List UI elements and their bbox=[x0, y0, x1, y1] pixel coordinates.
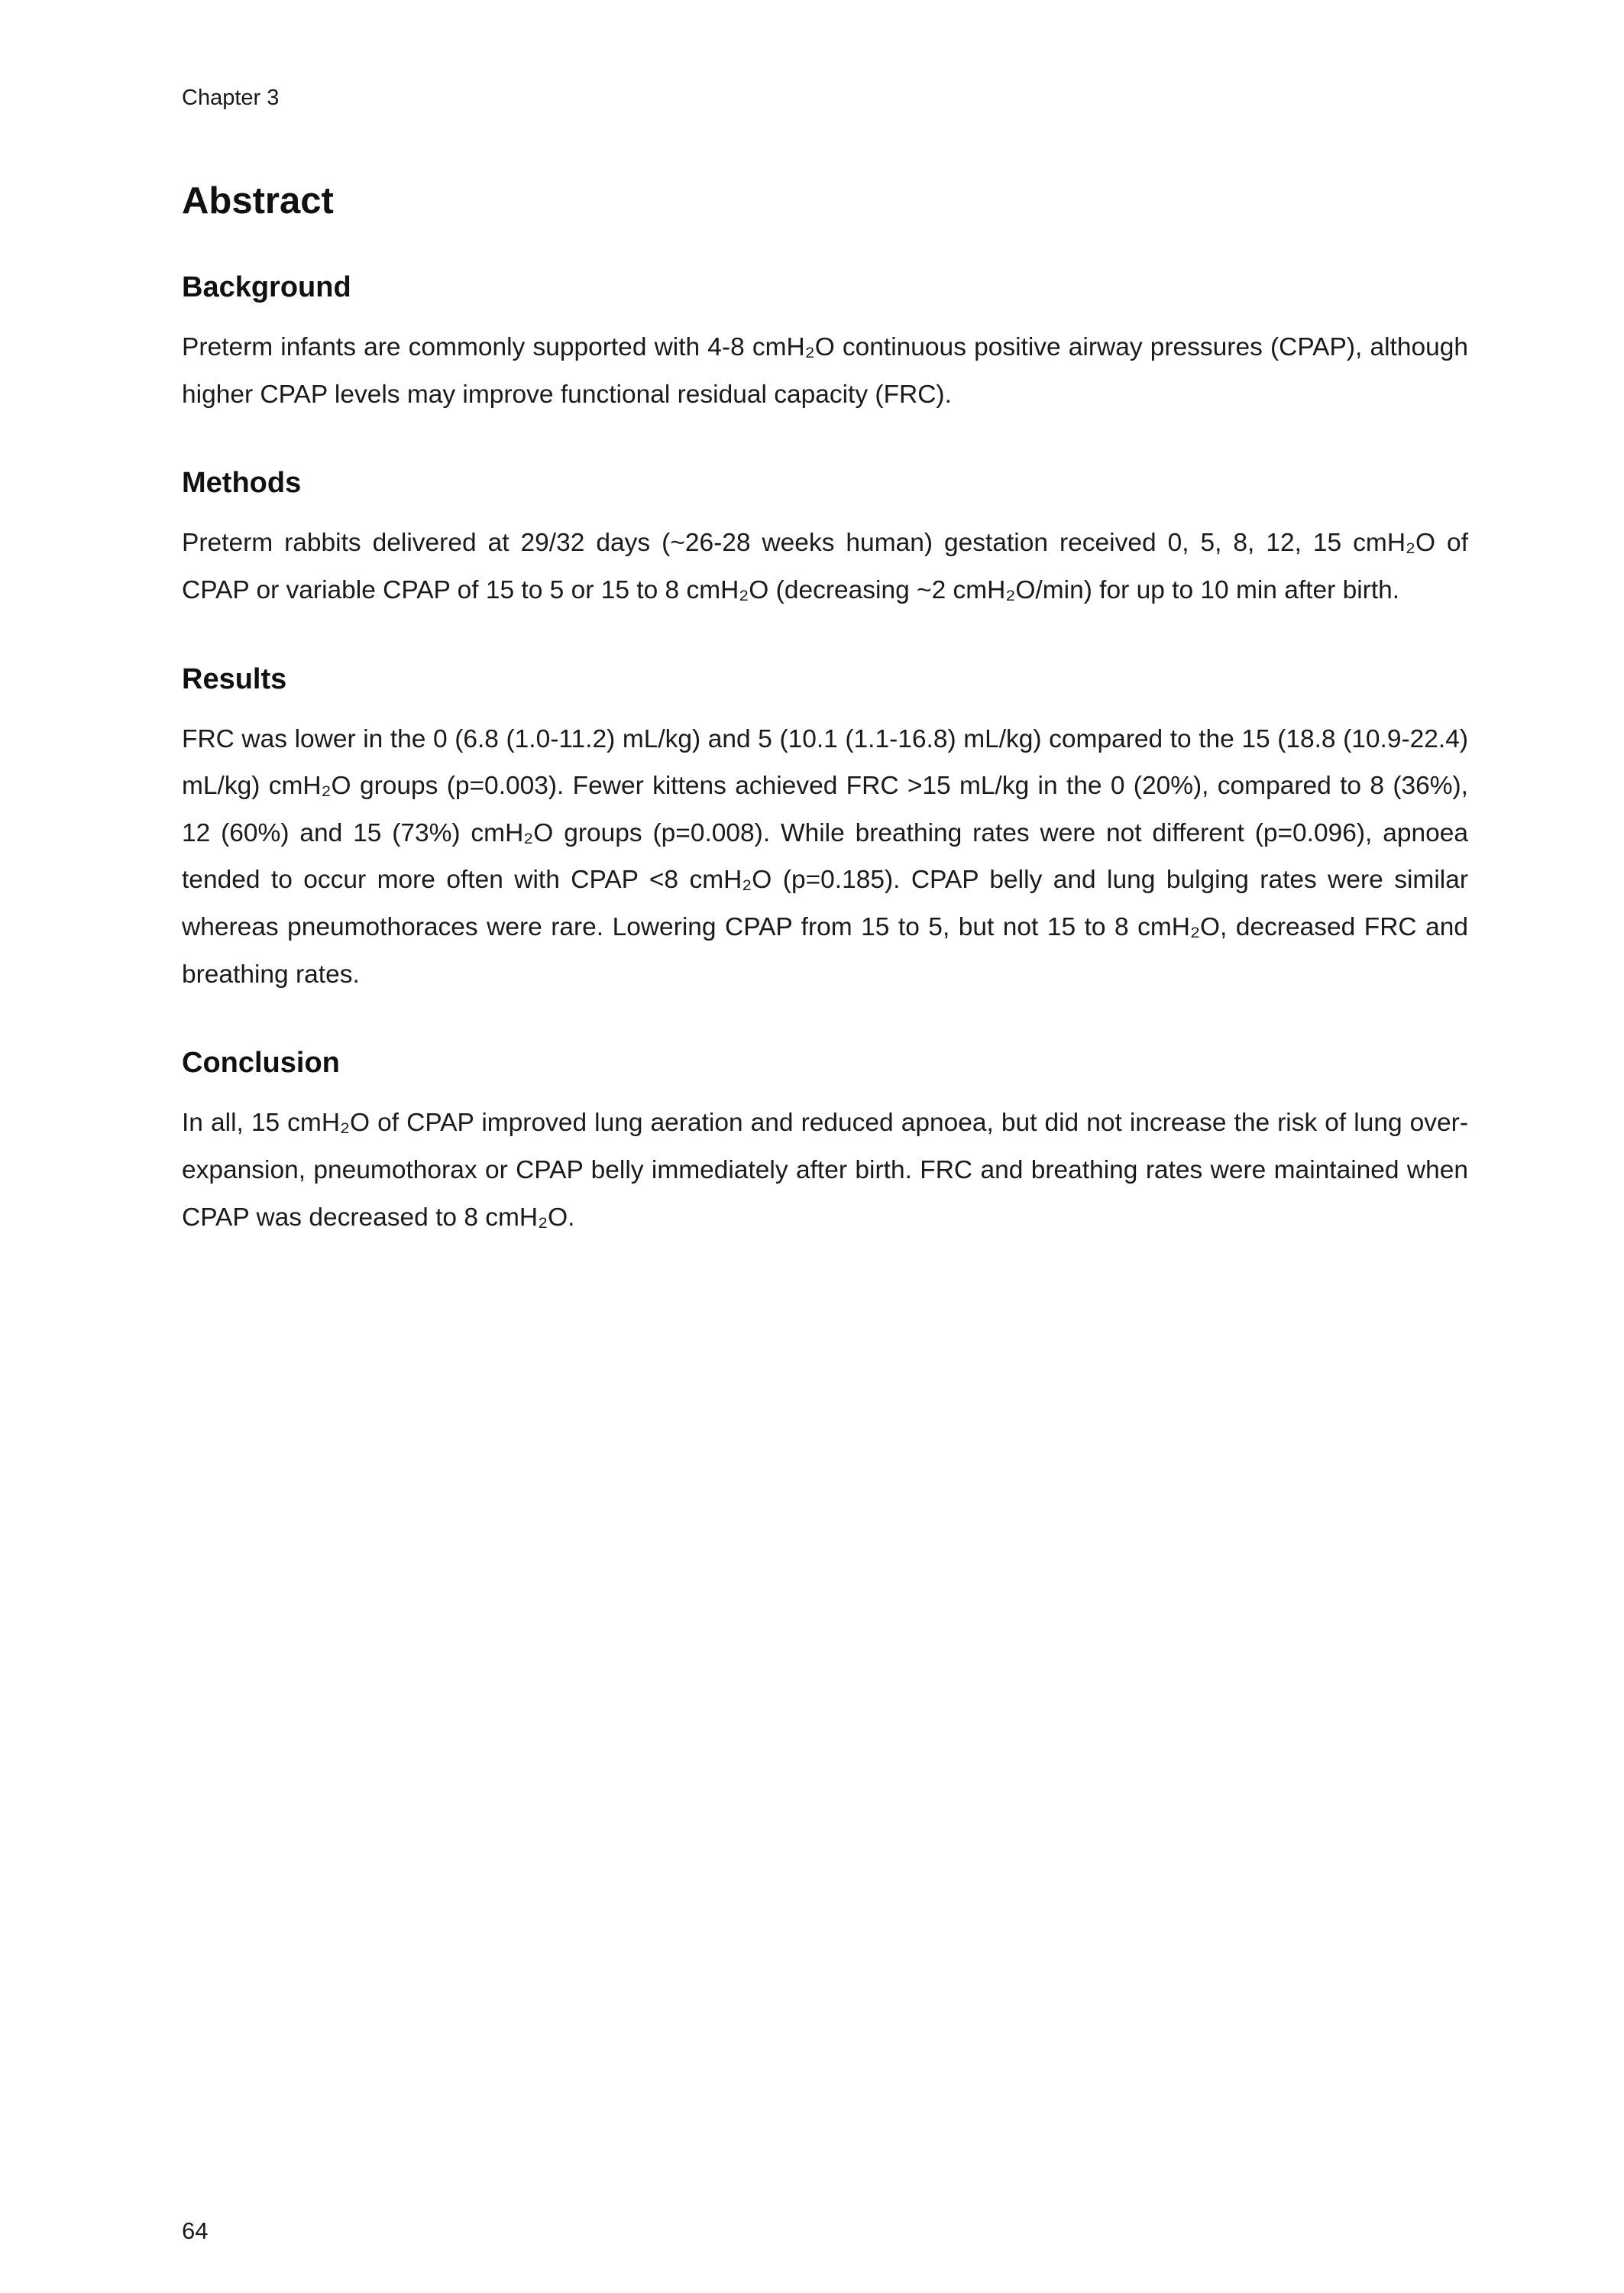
section-heading-results: Results bbox=[182, 662, 287, 695]
section-body-results: FRC was lower in the 0 (6.8 (1.0-11.2) mL/kg) and 5 (10.1 (1.1-16.8) mL/kg) compared to the 15 (18.8 (10.9-22.4) mL/kg) cmH₂O groups (p=0.003). Fewer kittens achieved FRC >15 mL/kg in the 0 (20%), compared to 8 (36%), 12 (60%) and 15 (73%) cmH₂O groups (p=0.008). While breathing rates were not different (p=0.096), apnoea tended to occur more often with CPAP <8 cmH₂O (p=0.185). CPAP belly and lung bulging rates were similar whereas pneumothoraces were rare. Lowering CPAP from 15 to 5, but not 15 to 8 cmH₂O, decreased FRC and breathing rates. bbox=[182, 724, 1468, 989]
section-heading-background: Background bbox=[182, 271, 351, 303]
chapter-header: Chapter 3 bbox=[182, 86, 280, 110]
section-body-conclusion: In all, 15 cmH₂O of CPAP improved lung aeration and reduced apnoea, but did not increase the risk of lung over-expansion, pneumothorax or CPAP belly immediately after birth. FRC and breathing rates were maintained when CPAP was decreased to 8 cmH₂O. bbox=[182, 1109, 1468, 1232]
page-content bbox=[182, 86, 1468, 1241]
section-body-methods: Preterm rabbits delivered at 29/32 days (~26-28 weeks human) gestation received 0, 5, 8, 12, 15 cmH₂O of CPAP or variable CPAP of 15 to 5 or 15 to 8 cmH₂O (decreasing ~2 cmH₂O/min) for up to 10 min after birth. bbox=[182, 529, 1468, 604]
page-number: 64 bbox=[182, 2217, 209, 2244]
section-heading-conclusion: Conclusion bbox=[182, 1047, 340, 1080]
page-title: Abstract bbox=[182, 180, 334, 222]
section-heading-methods: Methods bbox=[182, 467, 302, 500]
section-body-background: Preterm infants are commonly supported with 4-8 cmH₂O continuous positive airway pressures (CPAP), although higher CPAP levels may improve functional residual capacity (FRC). bbox=[182, 333, 1468, 409]
